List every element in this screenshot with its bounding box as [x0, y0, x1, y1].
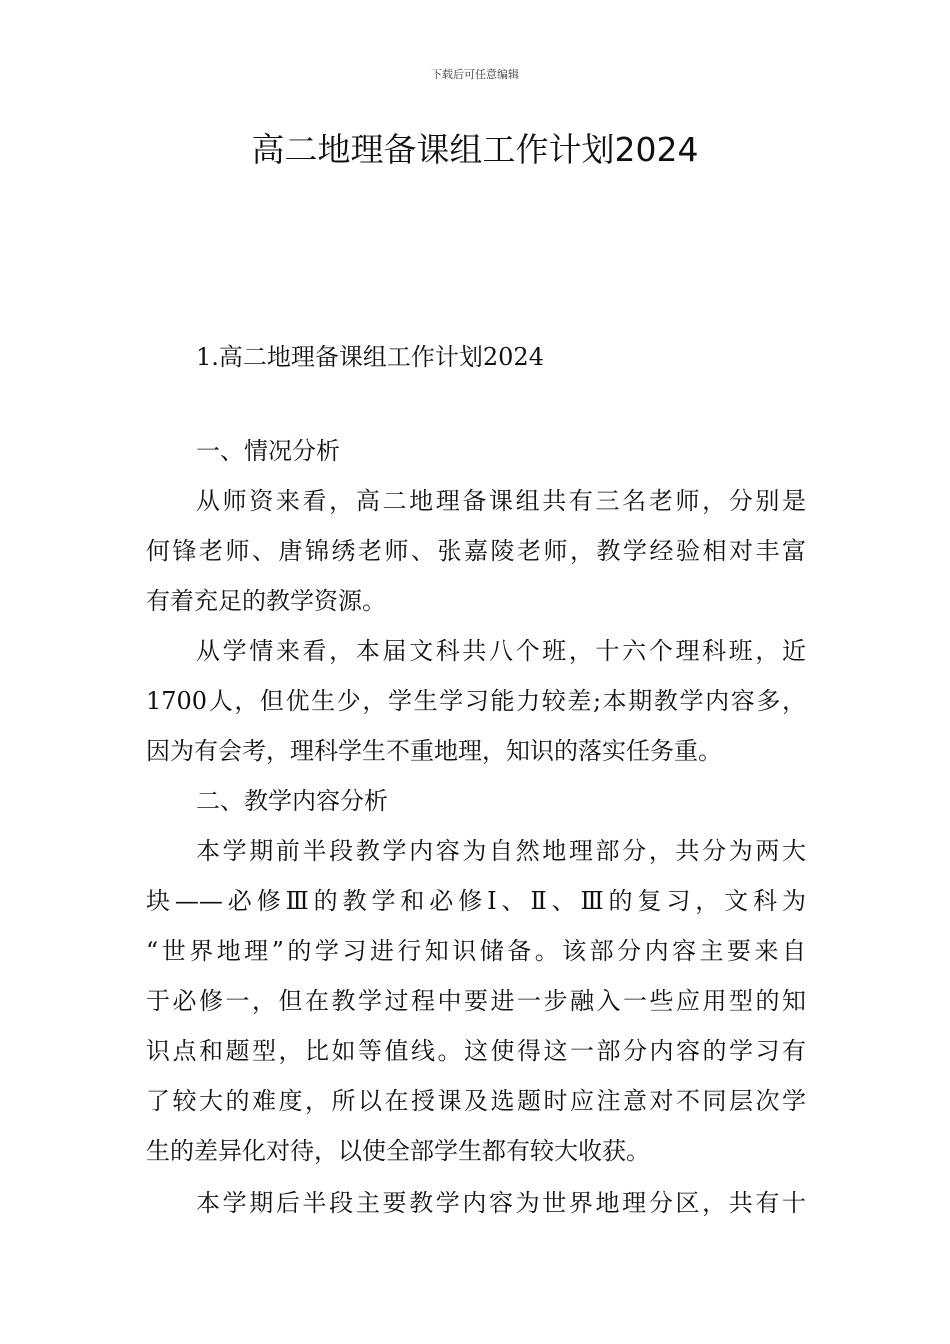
- para1-line-3: 有着充足的教学资源。: [146, 587, 386, 615]
- para2-line-1: 从学情来看，本届文科共八个班，十六个理科班，近: [196, 637, 806, 665]
- header-note: 下载后可任意编辑: [431, 68, 519, 81]
- para4-line-1: 本学期后半段主要教学内容为世界地理分区，共有十: [196, 1189, 806, 1217]
- part1-heading: 一、情况分析: [196, 437, 340, 465]
- section-heading: 1.高二地理备课组工作计划2024: [196, 343, 544, 371]
- para3-line-4: 于必修一，但在教学过程中要进一步融入一些应用型的知: [146, 987, 806, 1015]
- para2-line-3: 因为有会考，理科学生不重地理，知识的落实任务重。: [146, 737, 722, 765]
- part2-heading: 二、教学内容分析: [196, 787, 388, 815]
- document-title: 高二地理备课组工作计划2024: [251, 130, 699, 169]
- para3-line-2: 块——必修Ⅲ的教学和必修Ⅰ、Ⅱ、Ⅲ的复习，文科为: [146, 887, 806, 915]
- para3-line-7: 生的差异化对待，以使全部学生都有较大收获。: [146, 1137, 650, 1165]
- para1-line-1: 从师资来看，高二地理备课组共有三名老师，分别是: [196, 487, 806, 515]
- para1-line-2: 何锋老师、唐锦绣老师、张嘉陵老师，教学经验相对丰富: [146, 537, 806, 565]
- para3-line-3: “世界地理”的学习进行知识储备。该部分内容主要来自: [146, 937, 806, 965]
- para3-line-5: 识点和题型，比如等值线。这使得这一部分内容的学习有: [146, 1037, 806, 1065]
- para3-line-1: 本学期前半段教学内容为自然地理部分，共分为两大: [196, 837, 806, 865]
- para3-line-6: 了较大的难度，所以在授课及选题时应注意对不同层次学: [146, 1087, 806, 1115]
- para2-line-2: 1700人，但优生少，学生学习能力较差;本期教学内容多，: [146, 687, 806, 715]
